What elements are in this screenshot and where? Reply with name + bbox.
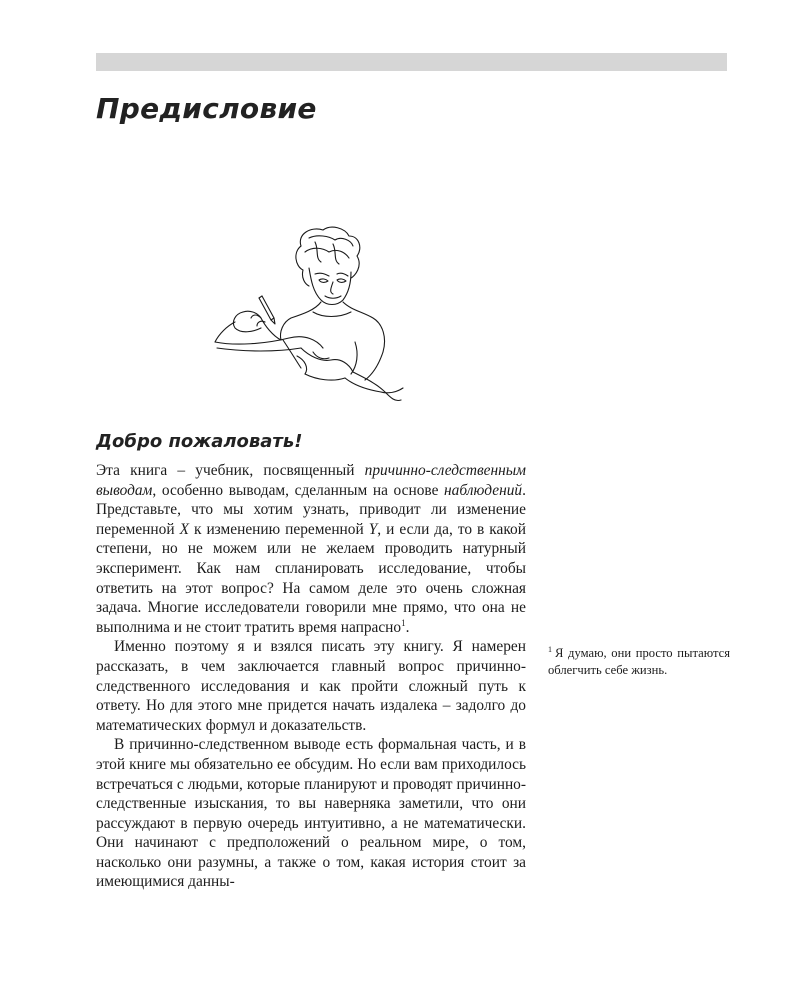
variable-x: X <box>179 520 189 538</box>
header-rule <box>96 53 727 71</box>
footnote-number: 1 <box>548 644 552 654</box>
footnote-text: Я думаю, они просто пытаются облегчить себе жизнь. <box>548 646 730 677</box>
paragraph-1 <box>96 461 526 637</box>
paragraph-text: . <box>405 618 410 636</box>
paragraph-text: Эта книга – учебник, посвященный <box>96 462 365 479</box>
paragraph-3: В причинно-следственном выводе есть формальная часть, и в этой книге мы обязательно ее обсудим. Но если вам приходилось встречаться с людьми, которые планируют и проводят причинно-следственные изыскания, то вы наверняка заметили, что они рассуждают в первую очередь интуитивно, а не математически. Они начинают с предположений о реальном мире, о том, насколько они разумны, а также о том, какая история стоит за имеющимися данны- <box>96 736 526 891</box>
emphasis-term: наблюдений <box>444 481 523 499</box>
paragraph-text: . Представьте, что мы хотим узнать, приводит ли изменение переменной <box>96 481 526 538</box>
variable-y: Y <box>368 520 378 538</box>
section-title: Добро пожаловать! <box>96 431 303 452</box>
footnote <box>548 645 730 678</box>
chapter-title: Предисловие <box>96 92 317 125</box>
body-text <box>96 461 526 892</box>
paragraph-text: к изменению переменной <box>188 520 369 538</box>
person-with-pencil-illustration <box>205 222 420 402</box>
paragraph-text: , и если да, то в какой степени, но не можем или не желаем проводить натурный эксперимент. Как нам спланировать исследование, чтобы ответить на этот вопрос? На самом деле это очень сложная задача. Многие исследователи говорили мне прямо, что она не выполнима и не стоит тратить время напрасно <box>96 520 526 636</box>
footnote-marker[interactable]: 1 <box>401 617 406 628</box>
paragraph-text: , особенно выводам, сделанным на основе <box>152 481 445 499</box>
emphasis-term: причинно-следственным выводам <box>96 462 526 499</box>
paragraph-2: Именно поэтому я и взялся писать эту книгу. Я намерен рассказать, в чем заключается главный вопрос причинно-следственного исследования и как пройти сложный путь к ответу. Но для этого мне придется начать издалека – задолго до математических формул и доказательств. <box>96 638 526 734</box>
